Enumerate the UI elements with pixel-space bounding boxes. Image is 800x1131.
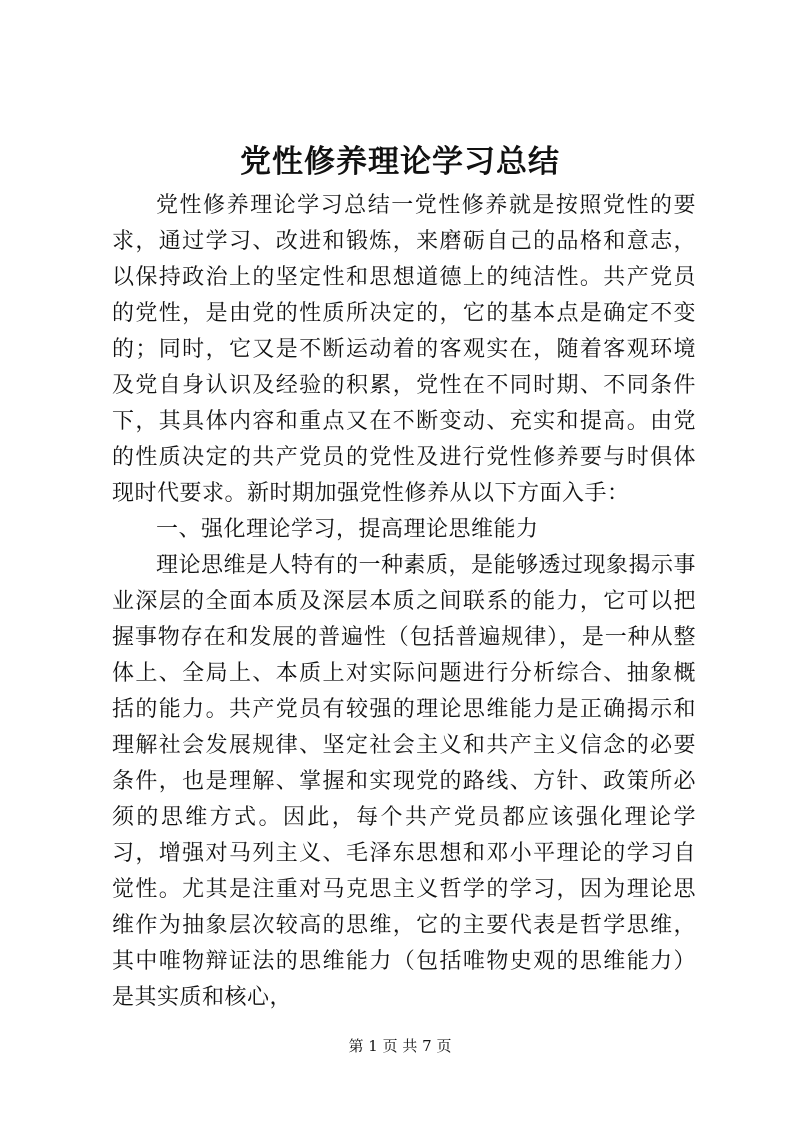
section-heading: 一、强化理论学习，提高理论思维能力 xyxy=(156,517,539,542)
body-paragraph: 理论思维是人特有的一种素质，是能够透过现象揭示事业深层的全面本质及深层本质之间联系的能力，它可以把握事物存在和发展的普遍性（包括普遍规律），是一种从整体上、全局上、本质上对实际问题进行分析综合、抽象概括的能力。共产党员有较强的理论思维能力是正确揭示和理解社会发展规律、坚定社会主义和共产主义信念的必要条件，也是理解、掌握和实现党的路线、方针、政策所必须的思维方式。因此，每个共产党员都应该强化理论学习，增强对马列主义、毛泽东思想和邓小平理论的学习自觉性。尤其是注重对马克思主义哲学的学习，因为理论思维作为抽象层次较高的思维，它的主要代表是哲学思维，其中唯物辩证法的思维能力（包括唯物史观的思维能力）是其实质和核心， xyxy=(112,553,697,1010)
page-number-footer: 第 1 页 共 7 页 xyxy=(348,1037,452,1055)
intro-paragraph: 党性修养理论学习总结一党性修养就是按照党性的要求，通过学习、改进和锻炼，来磨砺自己的品格和意志，以保持政治上的坚定性和思想道德上的纯洁性。共产党员的党性，是由党的性质所决定的，它的基本点是确定不变的；同时，它又是不断运动着的客观实在，随着客观环境及党自身认识及经验的积累，党性在不同时期、不同条件下，其具体内容和重点又在不断变动、充实和提高。由党的性质决定的共产党员的党性及进行党性修养要与时俱体现时代要求。新时期加强党性修养从以下方面入手： xyxy=(112,193,696,506)
document-title: 党性修养理论学习总结 xyxy=(240,144,560,180)
document-body xyxy=(112,188,696,1016)
